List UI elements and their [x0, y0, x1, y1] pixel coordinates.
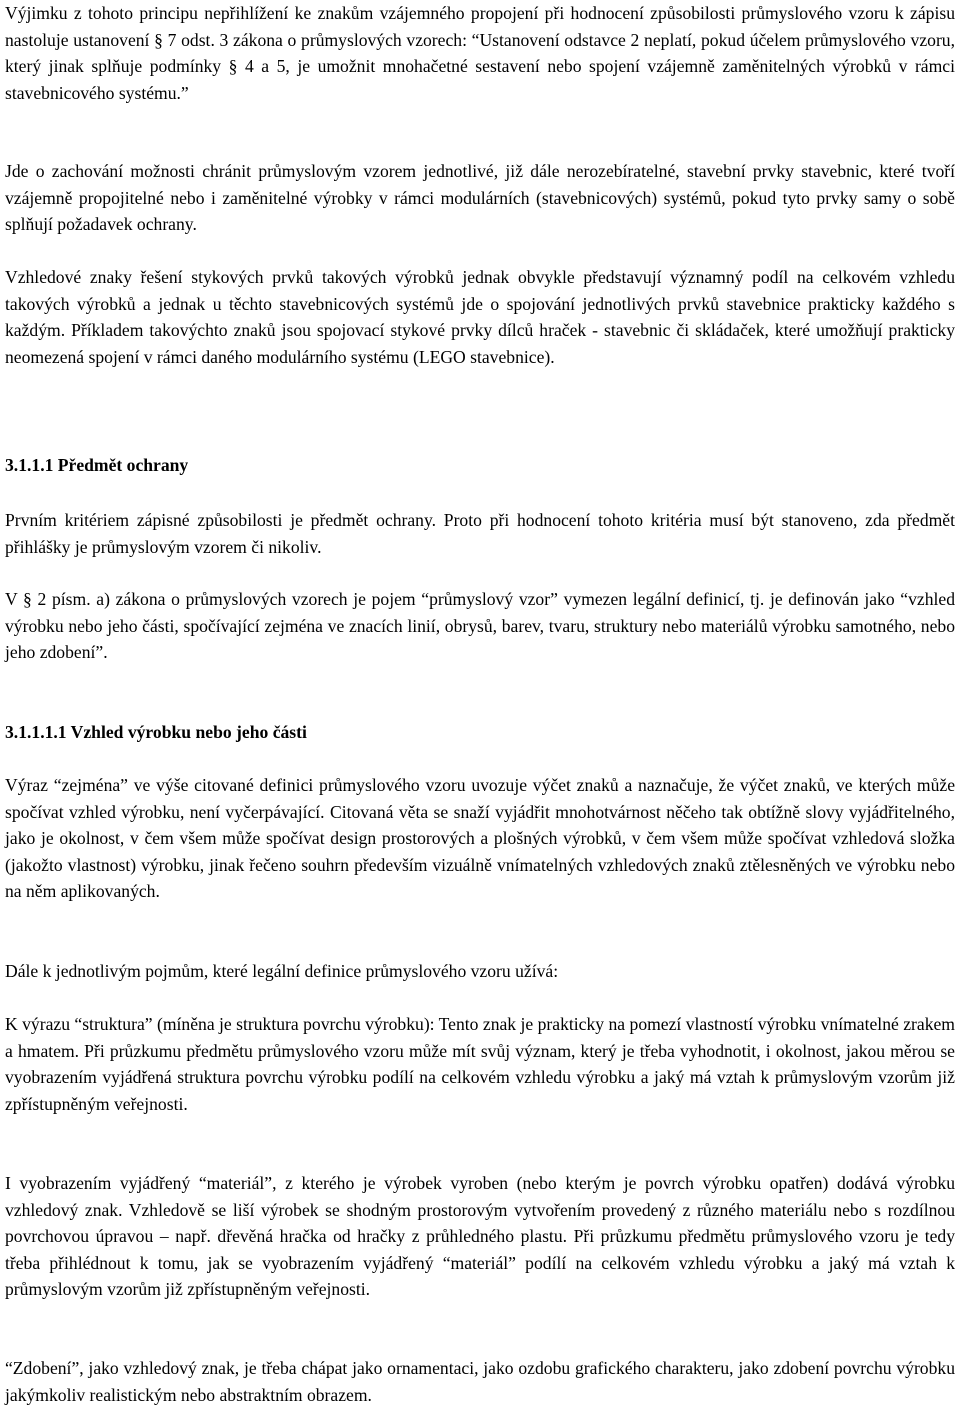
- paragraph-stykove-prvky: Vzhledové znaky řešení stykových prvků takových výrobků jednak obvykle představují významný podíl na celkovém vzhledu takových výrobků a jednak u těchto stavebnicových systémů jde o spojování jednotlivých prvků stavebnice prakticky každého s každým. Příkladem takovýchto znaků jsou spojovací stykové prvky dílců hraček - stavebnic či skládaček, které umožňují prakticky neomezená spojení v rámci daného modulárního systému (LEGO stavebnice).: [5, 267, 955, 367]
- section-heading-predmet-ochrany: 3.1.1.1 Předmět ochrany: [5, 455, 189, 475]
- paragraph-material: I vyobrazením vyjádřený “materiál”, z kterého je výrobek vyroben (nebo kterým je povrch výrobku opatřen) dodává výrobku vzhledový znak. Vzhledově se liší výrobek se shodným prostorovým vytvořením provedený z různého materiálu nebo s rozdílnou povrchovou úpravou – např. dřevěná hračka od hračky z průhledného plastu. Při průzkumu předmětu průmyslového vzoru je tedy třeba přihlédnout k tomu, jak se vyobrazením vyjádřený “materiál” podílí na celkovém vzhledu výrobku a jaký má vztah k průmyslovým vzorům již zpřístupněným veřejnosti.: [5, 1173, 955, 1299]
- paragraph-zdobeni: “Zdobení”, jako vzhledový znak, je třeba chápat jako ornamentaci, jako ozdobu grafického charakteru, jako zdobení povrchu výrobku jakýmkoliv realistickým nebo abstraktním obrazem.: [5, 1358, 955, 1405]
- paragraph-stavebnicovy-system: Výjimku z tohoto principu nepřihlížení ke znakům vzájemného propojení při hodnocení způsobilosti průmyslového vzoru k zápisu nastoluje ustanovení § 7 odst. 3 zákona o průmyslových vzorech: “Ustanovení odstavce 2 neplatí, pokud účelem průmyslového vzoru, který jinak splňuje podmínky § 4 a 5, je umožnit mnohačetné sestavení nebo spojení vzájemně zaměnitelných výrobků v rámci stavebnicového systému.”: [5, 3, 955, 103]
- paragraph-kriterium: Prvním kritériem zápisné způsobilosti je předmět ochrany. Proto při hodnocení tohoto kritéria musí být stanoveno, zda předmět přihlášky je průmyslovým vzorem či nikoliv.: [5, 510, 955, 557]
- section-heading-vzhled-vyrobku: 3.1.1.1.1 Vzhled výrobku nebo jeho části: [5, 722, 307, 742]
- paragraph-definice: V § 2 písm. a) zákona o průmyslových vzorech je pojem “průmyslový vzor” vymezen legální definicí, tj. je definován jako “vzhled výrobku nebo jeho části, spočívající zejména ve znacích linií, obrysů, barev, tvaru, struktury nebo materiálů výrobku samotného, nebo jeho zdobení”.: [5, 589, 955, 662]
- paragraph-dale: Dále k jednotlivým pojmům, které legální definice průmyslového vzoru užívá:: [5, 961, 559, 981]
- paragraph-zejmena: Výraz “zejména” ve výše citované definici průmyslového vzoru uvozuje výčet znaků a naznačuje, že výčet znaků, ve kterých může spočívat vzhled výrobku, není vyčerpávající. Citovaná věta se snaží vyjádřit mnohotvárnost něčeho tak obtížně slovy vyjádřitelného, jako je okolnost, v čem všem může spočívat design prostorových a plošných výrobků, v čem všem může spočívat vzhledová složka (jakožto vlastnost) výrobku, jinak řečeno souhrn především vizuálně vnímatelných vzhledových znaků ztělesněných ve výrobku nebo na něm aplikovaných.: [5, 775, 955, 901]
- paragraph-stavebni-prvky: Jde o zachování možnosti chránit průmyslovým vzorem jednotlivé, již dále nerozebíratelné, stavební prvky stavebnic, které tvoří vzájemně propojitelné nebo i zaměnitelné výrobky v rámci modulárních (stavebnicových) systémů, pokud tyto prvky samy o sobě splňují požadavek ochrany.: [5, 161, 955, 234]
- paragraph-struktura: K výrazu “struktura” (míněna je struktura povrchu výrobku): Tento znak je prakticky na pomezí vlastností výrobku vnímatelné zrakem a hmatem. Při průzkumu předmětu průmyslového vzoru může mít svůj význam, který je třeba vyhodnotit, i okolnost, jakou měrou se vyobrazením vyjádřená struktura povrchu výrobku podílí na celkovém vzhledu výrobku a jaký má vztah k průmyslovým vzorům již zpřístupněným veřejnosti.: [5, 1014, 955, 1114]
